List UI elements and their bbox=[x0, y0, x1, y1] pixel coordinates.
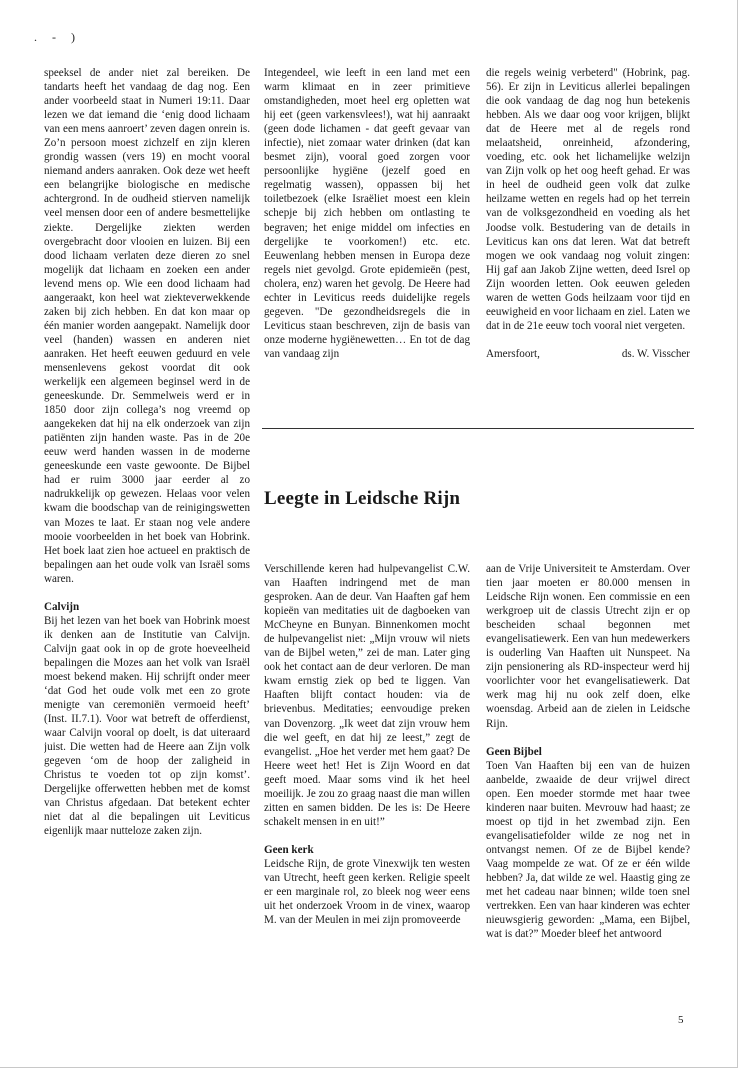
article2-column2 bbox=[486, 562, 690, 1032]
article1-paragraph: die regels weinig verbeterd" (Hobrink, pag. 56). Er zijn in Leviticus allerlei bepalingen die ook vandaag de dag nog hun betekenis hebben. Als we daar oog voor krijgen, blijkt dat de Heere met al de regels rond melaatsheid, onreinheid, afzondering, voeding, etc. ook het lichamelijke welzijn van Zijn volk op het oog heeft gehad. Er was in heel de oudheid geen volk dat zulke heilzame wetten en regels had op het terrein van de volksgezondheid en voeding als het Joodse volk. Bestudering van de details in Leviticus kan ons dat leren. Wat dat betreft mogen we ook vandaag nog voluit zingen: Hij gaf aan Jakob Zijne wetten, deed Isrel op Zijn woorden letten. Ook eeuwen geleden waren de wetten Gods heilzaam voor tijd en eeuwigheid en voor lichaam en ziel. Laten we dat in de 21e eeuw toch vooral niet vergeten. bbox=[486, 67, 690, 332]
signoff-place: Amersfoort, bbox=[486, 347, 540, 360]
page-number: 5 bbox=[678, 1014, 684, 1026]
section-heading-geen-bijbel: Geen Bijbel bbox=[486, 745, 542, 758]
article2-paragraph: aan de Vrije Universiteit te Amsterdam. Over tien jaar moeten er 80.000 mensen in Leidsche Rijn wonen. Een commissie en een werkgroep uit de classis Utrecht zijn er op bescheiden schaal begonnen met evangelisatiewerk. Een van hun medewerkers is ouderling Van Haaften uit Nunspeet. Na zijn pensionering als RD-inspecteur werd hij voorlichter voor het evangelisatiewerk. Dat werk mag hij nu ook zelf doen, elke woensdag. Arbeid aan de zielen in Leidsche Rijn. bbox=[486, 563, 690, 730]
section-divider bbox=[262, 428, 694, 429]
article1-paragraph: Integendeel, wie leeft in een land met een warm klimaat en in zeer primitieve omstandigheden, moet heel erg opletten wat hij eet (geen varkensvlees!), wat hij aanraakt (geen dode lichamen - dat geeft gevaar van infectie), niet zomaar water drinken (dat kan besmet zijn), vooral goed zorgen voor persoonlijke hygiëne (jezelf goed en regelmatig wassen), oppassen bij het toiletbezoek (elke Israëliet moest een klein schepje bij zich hebben om ontlasting te begraven; het enige middel om infecties en dergelijke te voorkomen!) etc. etc. Eeuwenlang hebben mensen in Europa deze regels niet gevolgd. Grote epidemieën (pest, cholera, enz) waren het gevolg. De Heere had echter in Leviticus reeds duidelijke regels gegeven. "De gezondheidsregels die in Leviticus staan beschreven, zijn de basis van onze moderne hygiënewetten… En tot de dag van vandaag zijn bbox=[264, 67, 470, 360]
article2-column1 bbox=[264, 562, 470, 1032]
article1-column1 bbox=[44, 66, 250, 1046]
article1-calvijn-paragraph: Bij het lezen van het boek van Hobrink moest ik denken aan de Institutie van Calvijn. Calvijn gaat ook in op de grote hoeveelheid bepalingen die Mozes aan het volk van Israël moest bekend maken. Hij schrijft onder meer ‘dat God het oude volk met een zo grote menigte van ceremoniën vermoeid heeft’ (Inst. II.7.1). Voor wat betreft de offerdienst, waar Calvijn vooral op doelt, is dat uiteraard juist. Die wetten had de Heere aan Zijn volk gegeven ‘om de hoop der zaligheid in Christus te voeden tot op zijn komst’. Dergelijke offerwetten hebben met de komst van Christus afgedaan. Dat betekent echter niet dat al die bepalingen uit Leviticus eigenlijk maar nutteloze zaken zijn. bbox=[44, 614, 250, 838]
section-heading-geen-kerk: Geen kerk bbox=[264, 843, 314, 856]
scan-marks: . - ) bbox=[34, 30, 81, 44]
article2-paragraph: Verschillende keren had hulpevangelist C.W. van Haaften indringend met de man gesproken. Aan de deur. Van Haaften gaf hem kopieën van meditaties uit de dagboeken van McCheyne en Bunyan. Binnenkomen mocht de hulpevangelist niet: „Mijn vrouw wil niets van de Bijbel weten,” zei de man. Later ging ook het contact aan de deur verloren. De man kwam ernstig ziek op bed te liggen. Van Haaften blijft contact houden: via de brievenbus. Meditaties; eenvoudige preken van Dovenzorg. „Ik weet dat zijn vrouw hem die wel geeft, en dat hij ze leest,” zegt de evangelist. „Hoe het verder met hem gaat? De Heere weet het! Het is Zijn Woord en dat geeft moed. Maar soms vind ik het heel moeilijk. Je zou zo graag naast die man willen zitten en samen bidden. De les is: De Heere schakelt mensen in en uit!” bbox=[264, 563, 470, 828]
article2-geen-kerk-paragraph: Leidsche Rijn, de grote Vinexwijk ten westen van Utrecht, heeft geen kerken. Religie speelt er een marginale rol, zo bleek nog weer eens uit het onderzoek Vroom in de vinex, waarop M. van der Meulen in mei zijn promoveerde bbox=[264, 857, 470, 927]
signoff-author: ds. W. Visscher bbox=[621, 347, 690, 360]
article1-paragraph: speeksel de ander niet zal bereiken. De tandarts heeft het vandaag de dag nog. Een ander voorbeeld staat in Numeri 19:11. Daar lezen we dat iemand die ‘enig dood lichaam van een mens aanroert’ zeven dagen onrein is. Zo’n persoon moest zichzelf en zijn kleren grondig wassen (vers 19) en mocht vooral niemand anders aanraken. Ook deze wet heeft een belangrijke biologische en medische achtergrond. In de oudheid stierven namelijk veel mensen door een of andere besmettelijke ziekte. Dergelijke ziekten werden overgebracht door vlooien en luizen. Bij een dood lichaam verlaten deze dieren zo snel mogelijk dat lichaam en zoeken een ander levend mens op. Wie een dood lichaam had aangeraakt, kon heel wat ziekteverwekkende zaken bij zich hebben. En dat kon maar op één manier worden aangepakt. Namelijk door veel (handen) wassen en anderen niet aanraken. Het heeft eeuwen geduurd en vele mensenlevens gekost voordat dit ook werkelijk een algemeen beginsel werd in de geneeskunde. Dr. Semmelweis werd er in 1850 door zijn collega’s nog vreemd op aangekeken dat hij na elk onderzoek van zijn patiënten zijn handen waste. Pas in de 20e eeuw werd handen wassen in de moderne geneeskunde een vaste gewoonte. De Bijbel had er ruim 3000 jaar eerder al zo nadrukkelijk op gewezen. Helaas voor velen kwam die boodschap van de reinigingswetten van Mozes te laat. Er staan nog vele andere mooie voorbeelden in het boek van Hobrink. Het boek laat zien hoe actueel en praktisch de bepalingen aan het oude volk van Israël soms waren. bbox=[44, 67, 250, 585]
signoff bbox=[486, 347, 690, 361]
article2-title: Leegte in Leidsche Rijn bbox=[264, 488, 461, 509]
section-heading-calvijn: Calvijn bbox=[44, 600, 80, 613]
article1-column3 bbox=[486, 66, 690, 418]
article1-column2 bbox=[264, 66, 470, 418]
article2-geen-bijbel-paragraph: Toen Van Haaften bij een van de huizen aanbelde, zwaaide de deur vrijwel direct open. Een moeder stormde met haar twee kinderen naar buiten. Mevrouw had haast; ze moest op tijd in het zwembad zijn. Een evangelisatiefolder wilde ze nog net in ontvangst nemen. Of ze de Bijbel kende? Vaag mompelde ze wat. Of ze er één wilde hebben? Ja, dat wilde ze wel. Haastig ging ze met het cadeau naar binnen; wilde toen snel vertrekken. Een van haar kinderen was echter nieuwsgierig geworden: „Mama, een Bijbel, wat is dat?” Moeder bleef het antwoord bbox=[486, 759, 690, 941]
